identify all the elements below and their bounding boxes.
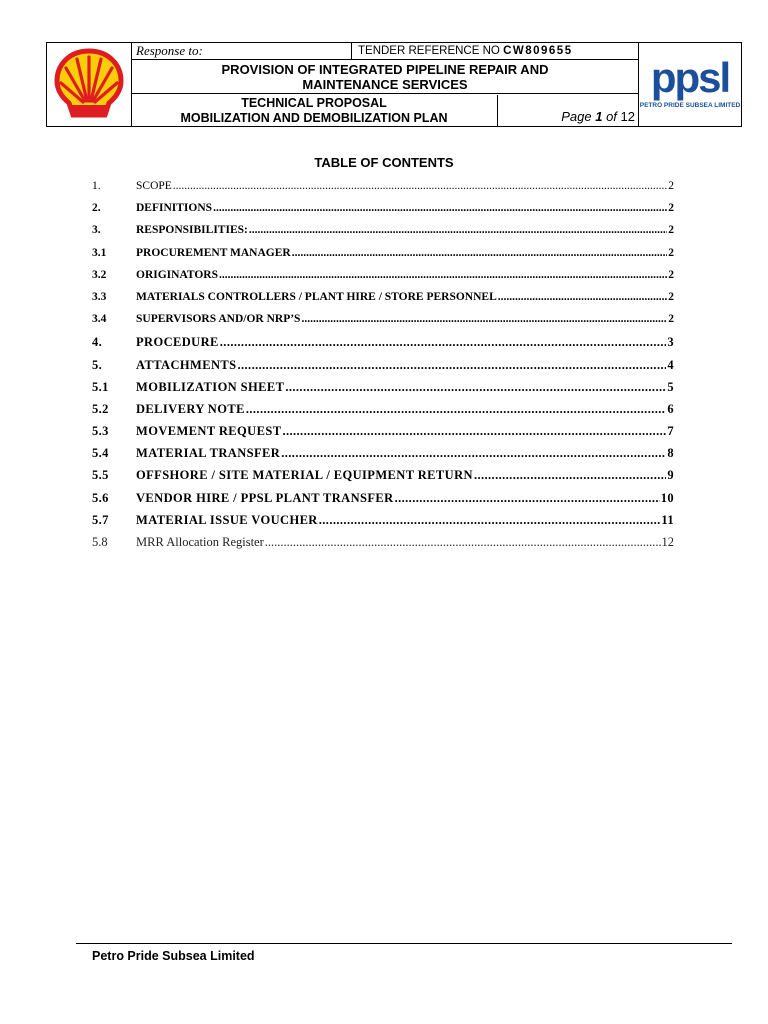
- toc-leader-dots: [265, 535, 661, 550]
- toc-entry-page: 5: [667, 379, 674, 394]
- toc-leader-dots: [301, 313, 667, 325]
- toc-entry-page: 12: [661, 535, 674, 549]
- toc-entry-title: SUPERVISORS AND/OR NRP’S: [136, 313, 301, 326]
- toc-leader-dots: [246, 402, 667, 417]
- toc-leader-dots: [282, 424, 666, 439]
- toc-entry[interactable]: [92, 358, 674, 380]
- toc-leader-dots: [395, 491, 660, 506]
- toc-entry-title: RESPONSIBILITIES:: [136, 224, 248, 237]
- ppsl-logo-icon: [639, 43, 741, 126]
- shell-logo-cell: [47, 43, 132, 126]
- toc-leader-dots: [281, 446, 666, 461]
- toc-leader-dots: [173, 180, 667, 192]
- toc-entry-page: 11: [661, 512, 674, 527]
- proposal-title: [131, 95, 497, 126]
- toc-entry-number: 5.1: [92, 379, 109, 394]
- footer-divider: [76, 943, 732, 944]
- toc-entry-page: 3: [667, 335, 674, 350]
- toc-entry-number: 3.3: [92, 290, 107, 303]
- toc-entry[interactable]: [92, 247, 674, 269]
- toc-entry-page: 2: [668, 180, 674, 192]
- toc-entry[interactable]: [92, 202, 674, 224]
- toc-entry-title: DEFINITIONS: [136, 202, 213, 215]
- toc-entry-number: 5.4: [92, 446, 109, 461]
- toc-entry[interactable]: [92, 424, 674, 446]
- toc-entry-title: VENDOR HIRE / PPSL PLANT TRANSFER: [136, 490, 394, 505]
- toc-entry-number: 1.: [92, 180, 101, 192]
- toc-entry-title: OFFSHORE / SITE MATERIAL / EQUIPMENT RETURN: [136, 468, 473, 483]
- toc-entry-number: 5.2: [92, 401, 109, 416]
- toc-entry-page: 2: [668, 268, 674, 281]
- response-label: Response to:: [136, 43, 203, 58]
- toc-entry-number: 5.7: [92, 512, 109, 527]
- toc-entry-number: 5.8: [92, 535, 108, 549]
- toc-entry-title: MATERIAL TRANSFER: [136, 446, 281, 461]
- toc-entry[interactable]: [92, 535, 674, 557]
- toc-entry-page: 2: [668, 313, 674, 326]
- toc-leader-dots: [498, 291, 668, 303]
- proposal-title-line-1: TECHNICAL PROPOSAL: [241, 96, 387, 110]
- project-title-line-2: MAINTENANCE SERVICES: [302, 77, 468, 92]
- page-of: of: [606, 109, 617, 124]
- toc-entry-page: 2: [668, 224, 674, 237]
- toc-entry-number: 4.: [92, 335, 103, 350]
- toc-entry-title: SCOPE: [136, 180, 172, 192]
- toc-entry-number: 5.: [92, 357, 103, 372]
- toc-entry-page: 2: [668, 202, 674, 215]
- toc-entry[interactable]: [92, 313, 674, 335]
- toc-leader-dots: [237, 358, 666, 373]
- toc-leader-dots: [219, 269, 667, 281]
- toc-leader-dots: [249, 224, 667, 236]
- toc-entry-page: 2: [668, 290, 674, 303]
- toc-entry-title: MOVEMENT REQUEST: [136, 424, 282, 439]
- toc-leader-dots: [292, 247, 668, 259]
- toc-entry[interactable]: [92, 269, 674, 291]
- toc-entry-page: 9: [667, 468, 674, 483]
- tender-number: CW809655: [503, 45, 573, 57]
- toc-entry[interactable]: [92, 180, 674, 202]
- document-header: [46, 42, 742, 127]
- toc-entry-title: MOBILIZATION SHEET: [136, 379, 285, 394]
- toc-leader-dots: [285, 380, 666, 395]
- toc-entry-title: ORIGINATORS: [136, 268, 219, 281]
- page-current: 1: [595, 109, 603, 124]
- toc-entry[interactable]: [92, 446, 674, 468]
- page-word: Page: [561, 109, 592, 124]
- toc-entry-title: MATERIAL ISSUE VOUCHER: [136, 512, 318, 527]
- project-title-line-1: PROVISION OF INTEGRATED PIPELINE REPAIR AND: [221, 62, 549, 77]
- toc-entry-number: 3.1: [92, 246, 107, 259]
- toc-entry-title: MRR Allocation Register: [136, 535, 264, 549]
- toc-entry[interactable]: [92, 468, 674, 490]
- toc-entry-title: PROCUREMENT MANAGER: [136, 246, 291, 259]
- tender-reference: [351, 43, 639, 59]
- toc-leader-dots: [220, 335, 667, 350]
- proposal-title-line-2: MOBILIZATION AND DEMOBILIZATION PLAN: [180, 111, 448, 125]
- toc-entry-number: 5.6: [92, 490, 109, 505]
- toc-entry[interactable]: [92, 513, 674, 535]
- toc-entry-title: ATTACHMENTS: [136, 357, 237, 372]
- toc-entry-number: 5.3: [92, 424, 109, 439]
- toc-entry-page: 7: [667, 424, 674, 439]
- toc-entry-number: 3.: [92, 224, 101, 237]
- shell-logo-icon: [47, 43, 131, 126]
- toc-entry-title: MATERIALS CONTROLLERS / PLANT HIRE / STORE PERSONNEL: [136, 290, 497, 303]
- toc-leader-dots: [474, 468, 666, 483]
- ppsl-logo-text: ppsl: [650, 54, 730, 101]
- toc-entry[interactable]: [92, 291, 674, 313]
- toc-leader-dots: [319, 513, 661, 528]
- toc-entry-page: 2: [668, 246, 674, 259]
- toc-entry-title: PROCEDURE: [136, 335, 219, 350]
- toc-entry-page: 4: [667, 357, 674, 372]
- table-of-contents: [92, 180, 674, 557]
- toc-leader-dots: [213, 202, 667, 214]
- toc-entry-page: 6: [667, 401, 674, 416]
- ppsl-logo-caption: PETRO PRIDE SUBSEA LIMITED: [639, 102, 741, 109]
- toc-entry-number: 3.2: [92, 268, 107, 281]
- toc-entry-number: 2.: [92, 202, 101, 215]
- toc-entry[interactable]: [92, 491, 674, 513]
- toc-entry-number: 3.4: [92, 313, 107, 326]
- toc-entry[interactable]: [92, 224, 674, 246]
- toc-entry-page: 8: [667, 446, 674, 461]
- tender-label: TENDER REFERENCE NO: [358, 45, 500, 57]
- footer-company: Petro Pride Subsea Limited: [92, 949, 255, 963]
- project-title: [131, 60, 639, 94]
- toc-entry[interactable]: [92, 335, 674, 357]
- toc-entry-page: 10: [660, 490, 674, 505]
- toc-entry-number: 5.5: [92, 468, 109, 483]
- page-total: 12: [620, 109, 635, 124]
- toc-entry-title: DELIVERY NOTE: [136, 401, 245, 416]
- toc-entry[interactable]: [92, 380, 674, 402]
- toc-entry[interactable]: [92, 402, 674, 424]
- page-indicator: [497, 95, 639, 126]
- toc-title: TABLE OF CONTENTS: [314, 155, 454, 170]
- ppsl-logo-cell: [638, 43, 741, 126]
